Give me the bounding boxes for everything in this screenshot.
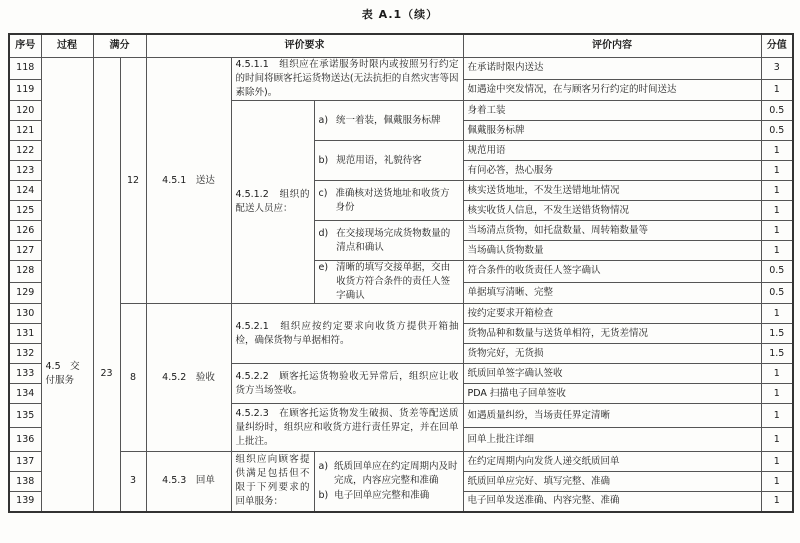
- item-text: 清晰的填写交接单据，交由收货方符合条件的责任人签字确认: [336, 262, 451, 301]
- process-full-score-value: 23: [100, 368, 113, 380]
- seq-cell: 131: [9, 324, 41, 344]
- section-label-4-5-3: 4.5.3 回单: [146, 452, 231, 512]
- seq-cell: 128: [9, 261, 41, 283]
- score-cell: 3: [761, 58, 793, 80]
- seq-cell: 136: [9, 428, 41, 452]
- content-cell: 纸质回单应完好、填写完整、准确: [463, 472, 761, 492]
- score-cell: 1: [761, 452, 793, 472]
- score-cell: 1: [761, 472, 793, 492]
- table-row: [9, 58, 793, 80]
- section-score-4-5-3: 3: [120, 452, 146, 512]
- table-row: [9, 304, 793, 324]
- content-cell: 核实收货人信息，不发生送错货物情况: [463, 201, 761, 221]
- seq-cell: 137: [9, 452, 41, 472]
- section-label-4-5-2: 4.5.2 验收: [146, 304, 231, 452]
- score-cell: 1: [761, 201, 793, 221]
- score-cell: 1: [761, 364, 793, 384]
- score-cell: 1: [761, 304, 793, 324]
- item-text: 统一着装，佩戴服务标牌: [336, 114, 441, 126]
- score-cell: 0.5: [761, 121, 793, 141]
- requirement-4-5-3-items: [314, 452, 463, 512]
- item-label: c): [318, 187, 328, 199]
- content-cell: 单据填写清晰、完整: [463, 282, 761, 304]
- seq-cell: 126: [9, 221, 41, 241]
- seq-cell: 122: [9, 141, 41, 161]
- item-label: d): [318, 227, 329, 239]
- content-cell: 在承诺时限内送达: [463, 58, 761, 80]
- seq-cell: 127: [9, 241, 41, 261]
- item-text: 纸质回单应在约定周期内及时完成，内容应完整和准确: [334, 461, 458, 487]
- item-text: 规范用语，礼貌待客: [336, 154, 422, 166]
- requirement-item-d: [314, 221, 463, 261]
- content-cell: 符合条件的收货责任人签字确认: [463, 261, 761, 283]
- content-cell: PDA 扫描电子回单签收: [463, 384, 761, 404]
- requirement-item-a: [314, 101, 463, 141]
- score-cell: 0.5: [761, 282, 793, 304]
- seq-cell: 139: [9, 492, 41, 512]
- score-cell: 0.5: [761, 261, 793, 283]
- seq-cell: 123: [9, 161, 41, 181]
- seq-cell: 138: [9, 472, 41, 492]
- item-label: a): [318, 114, 329, 126]
- seq-cell: 121: [9, 121, 41, 141]
- content-cell: 当场确认货物数量: [463, 241, 761, 261]
- header-seq: 序号: [9, 34, 41, 58]
- seq-cell: 129: [9, 282, 41, 304]
- score-cell: 1: [761, 79, 793, 101]
- requirement-item-b: [314, 141, 463, 181]
- seq-cell: 124: [9, 181, 41, 201]
- item-label: e): [318, 262, 329, 273]
- header-requirement: 评价要求: [146, 34, 463, 58]
- requirement-4-5-1-2: 4.5.1.2 组织的配送人员应：: [231, 101, 314, 304]
- content-cell: 核实送货地址，不发生送错地址情况: [463, 181, 761, 201]
- content-cell: 货物品种和数量与送货单相符，无货差情况: [463, 324, 761, 344]
- process-cell: [41, 58, 93, 512]
- seq-cell: 132: [9, 344, 41, 364]
- seq-cell: 119: [9, 79, 41, 101]
- score-cell: 1: [761, 404, 793, 428]
- header-score: 分值: [761, 34, 793, 58]
- item-text: 在交接现场完成货物数量的清点和确认: [336, 227, 451, 253]
- requirement-item-c: [314, 181, 463, 221]
- content-cell: 身着工装: [463, 101, 761, 121]
- section-score-4-5-1: 12: [120, 58, 146, 304]
- item-label: b): [318, 490, 329, 502]
- table-row: [9, 452, 793, 472]
- item-text: 准确核对送货地址和收货方身份: [335, 187, 450, 213]
- requirement-4-5-2-2: 4.5.2.2 顾客托运货物验收无异常后，组织应让收货方当场签收。: [231, 364, 463, 404]
- content-cell: 如遇途中突发情况，在与顾客另行约定的时间送达: [463, 79, 761, 101]
- header-content: 评价内容: [463, 34, 761, 58]
- header-full-score: 满分: [93, 34, 146, 58]
- score-cell: 1: [761, 221, 793, 241]
- header-process: 过程: [41, 34, 93, 58]
- score-cell: 1: [761, 384, 793, 404]
- score-cell: 1: [761, 161, 793, 181]
- content-cell: 如遇质量纠纷，当场责任界定清晰: [463, 404, 761, 428]
- score-cell: 1: [761, 181, 793, 201]
- score-cell: 1: [761, 241, 793, 261]
- content-cell: 回单上批注详细: [463, 428, 761, 452]
- content-cell: 有问必答，热心服务: [463, 161, 761, 181]
- seq-cell: 135: [9, 404, 41, 428]
- process-label: 4.5 交付服务: [45, 361, 80, 387]
- score-cell: 1.5: [761, 344, 793, 364]
- requirement-item-e: [314, 261, 463, 304]
- score-cell: 0.5: [761, 101, 793, 121]
- section-label-4-5-1: 4.5.1 送达: [146, 58, 231, 304]
- content-cell: 货物完好，无货损: [463, 344, 761, 364]
- evaluation-table: [8, 33, 794, 513]
- requirement-4-5-2-3: 4.5.2.3 在顾客托运货物发生破损、货差等配送质量纠纷时，组织应和收货方进行责任界定，并在回单上批注。: [231, 404, 463, 452]
- seq-cell: 125: [9, 201, 41, 221]
- table-title: 表 A.1（续）: [361, 8, 439, 21]
- seq-cell: 133: [9, 364, 41, 384]
- seq-cell: 134: [9, 384, 41, 404]
- score-cell: 1: [761, 141, 793, 161]
- score-cell: 1: [761, 492, 793, 512]
- item-text: 电子回单应完整和准确: [334, 490, 430, 502]
- content-cell: 当场清点货物，如托盘数量、周转箱数量等: [463, 221, 761, 241]
- content-cell: 在约定周期内向发货人递交纸质回单: [463, 452, 761, 472]
- section-score-4-5-2: 8: [120, 304, 146, 452]
- process-full-score: [93, 58, 120, 512]
- header-row: [9, 34, 793, 58]
- requirement-4-5-2-1: 4.5.2.1 组织应按约定要求向收货方提供开箱抽检，确保货物与单据相符。: [231, 304, 463, 364]
- score-cell: 1.5: [761, 324, 793, 344]
- content-cell: 纸质回单签字确认签收: [463, 364, 761, 384]
- content-cell: 规范用语: [463, 141, 761, 161]
- item-label: b): [318, 154, 329, 166]
- item-label: a): [318, 461, 329, 473]
- requirement-4-5-1-1: 4.5.1.1 组织应在承诺服务时限内或按照另行约定的时间将顾客托运货物送达(无法抗拒的自然灾害等因素除外)。: [231, 58, 463, 101]
- score-cell: 1: [761, 428, 793, 452]
- content-cell: 佩戴服务标牌: [463, 121, 761, 141]
- content-cell: 按约定要求开箱检查: [463, 304, 761, 324]
- content-cell: 电子回单发送准确、内容完整、准确: [463, 492, 761, 512]
- seq-cell: 118: [9, 58, 41, 80]
- seq-cell: 130: [9, 304, 41, 324]
- seq-cell: 120: [9, 101, 41, 121]
- requirement-4-5-3: 组织应向顾客提供满足包括但不限于下列要求的回单服务：: [231, 452, 314, 512]
